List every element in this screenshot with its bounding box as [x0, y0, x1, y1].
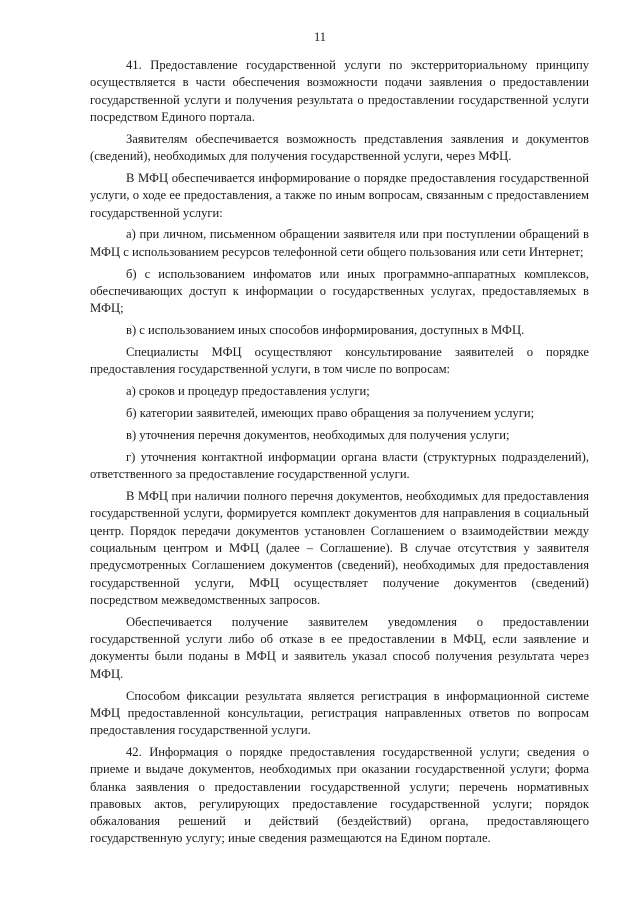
- paragraph-notification: Обеспечивается получение заявителем уведомления о предоставлении государственной услуги либо об отказе в ее предоставлении в МФЦ, если заявление и документы были поданы в МФЦ и заявитель указал способ получения результата через МФЦ.: [90, 614, 589, 681]
- paragraph-41-intro: 41. Предоставление государственной услуги по экстерриториальному принципу осуществляется в части обеспечения возможности подачи заявления о предоставлении государственной услуги и получения результата о предоставлении государственной услуги посредством Единого портала.: [90, 58, 589, 124]
- list-item-g-contacts: г) уточнения контактной информации органа власти (структурных подразделений), ответственного за предоставление государственной услуги.: [90, 449, 589, 482]
- list-item-a-personal-appeal: а) при личном, письменном обращении заявителя или при поступлении обращений в МФЦ с использованием ресурсов телефонной сети общего пользования или сети Интернет;: [90, 227, 589, 259]
- paragraph-42-information: 42. Информация о порядке предоставления государственной услуги; сведения о приеме и выдаче документов, необходимых при оказании государственной услуги; форма бланка заявления о предоставлении государственной услуги; перечень нормативных правовых актов, регулирующих предоставление государственной услуги; порядок обжалования решений и действий (бездействий) органа, предоставляющего государственную услугу; иные сведения размещаются на Едином портале.: [90, 745, 589, 846]
- paragraph-document-package: В МФЦ при наличии полного перечня документов, необходимых для предоставления государственной услуги, формируется комплект документов для направления в социальный центр. Порядок передачи документов установлен Соглашением о взаимодействии между социальным центром и МФЦ (далее – Соглашение). В случае отсутствия у заявителя предусмотренных Соглашением документов (сведений), необходимых для предоставления государственной услуги, МФЦ осуществляет получение документов (сведений) посредством межведомственных запросов.: [90, 489, 589, 607]
- list-item-v-documents: в) уточнения перечня документов, необходимых для получения услуги;: [126, 427, 510, 442]
- paragraph-applicants-mfc: Заявителям обеспечивается возможность представления заявления и документов (сведений), необходимых для получения государственной услуги, через МФЦ.: [90, 131, 589, 164]
- page-number: 11: [313, 30, 327, 44]
- list-item-b-infomats: б) с использованием инфоматов или иных программно-аппаратных комплексов, обеспечивающих доступ к информации о государственных услугах, предоставляемых в МФЦ;: [90, 266, 589, 316]
- list-item-v-other-methods: в) с использованием иных способов информирования, доступных в МФЦ.: [126, 323, 525, 338]
- list-item-b-categories: б) категории заявителей, имеющих право обращения за получением услуги;: [126, 406, 535, 421]
- list-item-a-terms: а) сроков и процедур предоставления услуги;: [126, 384, 370, 399]
- paragraph-mfc-informing: В МФЦ обеспечивается информирование о порядке предоставления государственной услуги, о ходе ее предоставления, а также по иным вопросам, связанным с предоставлением государственной услуги:: [90, 170, 589, 220]
- paragraph-specialists-consulting: Специалисты МФЦ осуществляют консультирование заявителей о порядке предоставления государственной услуги, в том числе по вопросам:: [90, 345, 589, 377]
- document-body: [90, 57, 589, 852]
- paragraph-result-fixation: Способом фиксации результата является регистрация в информационной системе МФЦ предоставленной консультации, регистрация направленных ответов по вопросам предоставления государственной услуги.: [90, 688, 589, 738]
